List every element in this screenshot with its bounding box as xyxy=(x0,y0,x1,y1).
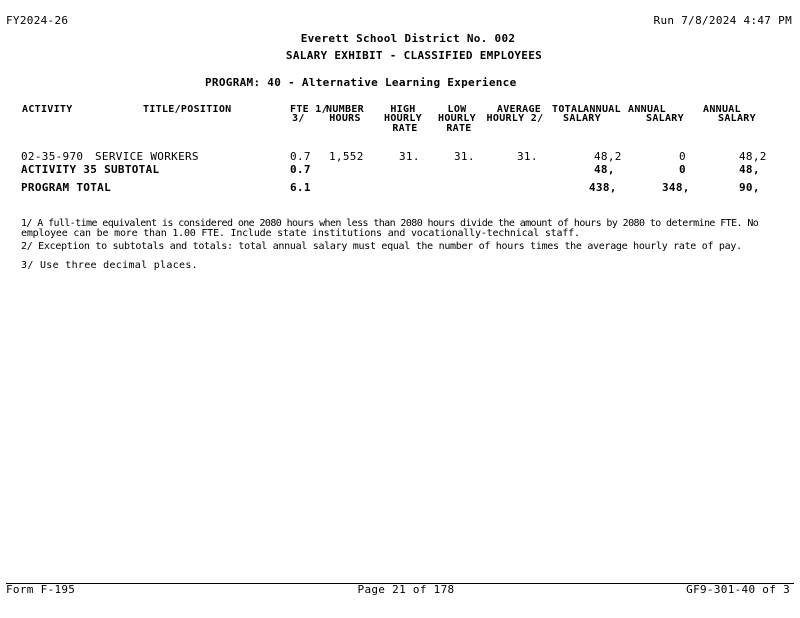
col-activity: ACTIVITY xyxy=(22,104,73,115)
col-annual: ANNUAL xyxy=(703,104,741,115)
footnote-1: 1/ A full-time equivalent is considered one 2080 hours when less than 2080 hours divide the amount of hours by 2080 to determine FTE. No xyxy=(21,218,759,229)
col-average: AVERAGE xyxy=(496,104,542,115)
col-high-hourly: HOURLY xyxy=(384,113,422,124)
col-number: NUMBER xyxy=(326,104,364,115)
program-total-annual: 90, xyxy=(739,181,760,194)
report-title: SALARY EXHIBIT - CLASSIFIED EMPLOYEES xyxy=(285,49,543,62)
footnote-3: 3/ Use three decimal places. xyxy=(21,260,198,271)
program-total-fte: 6.1 xyxy=(290,181,311,194)
col-low-rate: RATE xyxy=(446,123,472,134)
activity-subtotal-fte: 0.7 xyxy=(290,163,311,176)
col-high-rate: RATE xyxy=(392,123,418,134)
col-average-hourly: HOURLY 2/ xyxy=(486,113,544,124)
col-total-annual: ANNUAL xyxy=(583,104,621,115)
activity-subtotal-sub: 0 xyxy=(679,163,686,176)
row-total-salary: 48,2 xyxy=(594,150,622,163)
form-code: GF9-301-40 of 3 xyxy=(686,583,790,596)
form-number: Form F-195 xyxy=(6,583,76,596)
fiscal-year: FY2024-26 xyxy=(6,14,69,27)
col-title-position: TITLE/POSITION xyxy=(143,104,232,115)
col-sub-annual: ANNUAL xyxy=(628,104,666,115)
row-annual-salary: 48,2 xyxy=(739,150,767,163)
col-number-hours: HOURS xyxy=(329,113,361,124)
col-fte: FTE 1/ xyxy=(290,104,328,115)
program-total-label: PROGRAM TOTAL xyxy=(21,181,111,194)
run-info: Run 7/8/2024 4:47 PM xyxy=(653,14,792,27)
col-fte-note: 3/ xyxy=(292,113,305,124)
row-title: SERVICE WORKERS xyxy=(95,150,199,163)
row-number-hours: 1,552 xyxy=(329,150,364,163)
row-fte: 0.7 xyxy=(290,150,311,163)
row-sub-salary: 0 xyxy=(679,150,686,163)
col-low: LOW xyxy=(447,104,467,115)
row-high-rate: 31. xyxy=(399,150,420,163)
activity-subtotal-annual: 48, xyxy=(739,163,760,176)
col-total-salary: SALARY xyxy=(563,113,601,124)
col-sub-salary: SALARY xyxy=(646,113,684,124)
activity-subtotal-label: ACTIVITY 35 SUBTOTAL xyxy=(21,163,160,176)
row-activity: 02-35-970 xyxy=(21,150,84,163)
activity-subtotal-total: 48, xyxy=(594,163,615,176)
district-title: Everett School District No. 002 xyxy=(300,32,516,45)
row-low-rate: 31. xyxy=(454,150,475,163)
col-low-hourly: HOURLY xyxy=(438,113,476,124)
program-total-total: 438, xyxy=(589,181,617,194)
col-annual-salary: SALARY xyxy=(718,113,756,124)
footnote-1-cont: employee can be more than 1.00 FTE. Include state institutions and vocationally-technical staff. xyxy=(21,228,580,239)
footnote-2: 2/ Exception to subtotals and totals: total annual salary must equal the number of hours times the average hourly rate of pay. xyxy=(21,241,742,252)
program-title: PROGRAM: 40 - Alternative Learning Experience xyxy=(205,76,517,89)
col-high: HIGH xyxy=(390,104,416,115)
program-total-sub: 348, xyxy=(662,181,690,194)
col-total: TOTAL xyxy=(552,104,584,115)
page-number: Page 21 of 178 xyxy=(357,583,455,596)
row-average-hourly: 31. xyxy=(517,150,538,163)
